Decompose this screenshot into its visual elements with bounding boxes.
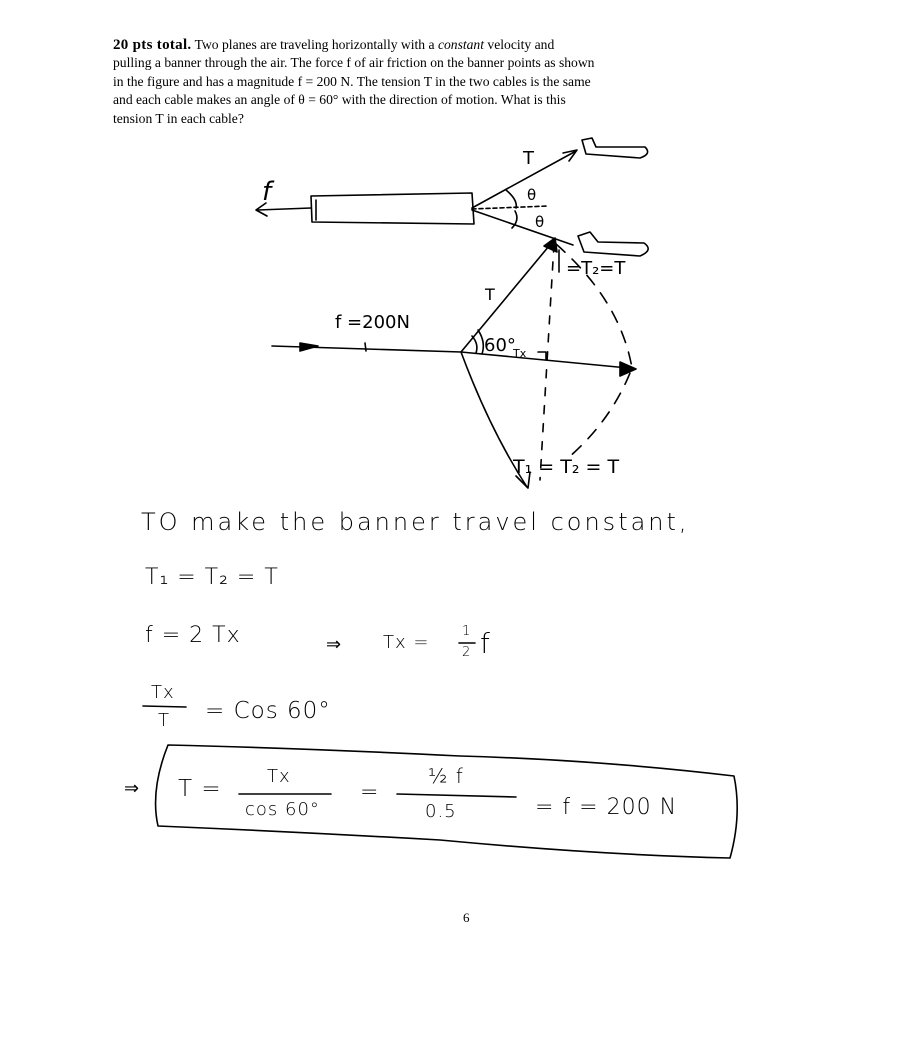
label-tension-vector: T bbox=[485, 285, 495, 304]
fraction-bar-boxed-2 bbox=[397, 794, 516, 797]
label-angle-60: 60° bbox=[484, 335, 516, 356]
label-tension-T: T bbox=[523, 148, 534, 169]
solution-line-2: T₁ = T₂ = T bbox=[145, 565, 279, 590]
fraction-bar-tx-over-t bbox=[143, 706, 186, 707]
problem-line-5: tension T in each cable? bbox=[113, 110, 244, 126]
problem-emphasis: constant bbox=[437, 37, 485, 52]
half-denominator: 2 bbox=[462, 645, 472, 660]
half-f: f bbox=[480, 627, 491, 660]
vertical-dashed bbox=[540, 244, 554, 480]
cos60-equation: = Cos 60° bbox=[205, 698, 331, 724]
friction-vector-tick bbox=[365, 343, 366, 351]
angle-arc-top bbox=[506, 190, 516, 208]
banner-diagram bbox=[256, 138, 648, 256]
boxed-equals: = bbox=[360, 780, 380, 805]
page-number: 6 bbox=[463, 910, 470, 925]
solution-line-1: TO make the banner travel constant, bbox=[141, 508, 690, 536]
solution-line-3b: Tx = bbox=[383, 632, 430, 653]
problem-line-3: in the figure and has a magnitude f = 200 N. The tension T in the two cables is the same bbox=[113, 73, 591, 89]
label-friction-value: f =200N bbox=[335, 312, 410, 333]
solution-line-3a: f = 2 Tx bbox=[145, 623, 241, 648]
t-denominator: T bbox=[158, 710, 170, 731]
boxed-arrow: ⇒ bbox=[124, 778, 141, 799]
boxed-cos60-denominator: cos 60° bbox=[245, 799, 320, 820]
problem-line-1-text: Two planes are traveling horizontally with a bbox=[194, 37, 435, 52]
boxed-result: = f = 200 N bbox=[535, 795, 678, 820]
boxed-tx-numerator: Tx bbox=[267, 766, 291, 787]
problem-heading: 20 pts total. bbox=[113, 37, 192, 53]
plane-top-icon bbox=[582, 138, 648, 158]
problem-line-1-end: velocity and bbox=[487, 37, 555, 52]
banner-rect bbox=[311, 193, 474, 224]
motion-guide bbox=[472, 206, 548, 209]
label-Tx: Tx bbox=[513, 347, 527, 360]
boxed-half-f: ½ f bbox=[428, 764, 464, 788]
boxed-0.5: 0.5 bbox=[425, 801, 457, 822]
label-bottom-equation: T₁ = T₂ = T bbox=[513, 456, 620, 478]
label-theta-bottom: θ bbox=[535, 213, 545, 231]
label-friction-f: f bbox=[262, 177, 272, 207]
plane-bottom-icon bbox=[578, 232, 648, 256]
angle-arc-60 bbox=[478, 330, 483, 354]
label-top-equation: =T₂=T bbox=[566, 258, 626, 279]
friction-arrow-line bbox=[258, 208, 311, 210]
problem-line-4: and each cable makes an angle of θ = 60° with the direction of motion. What is this bbox=[113, 92, 566, 108]
problem-line-2: pulling a banner through the air. The force f of air friction on the banner points as shown bbox=[113, 55, 595, 71]
friction-vector-head bbox=[300, 343, 318, 351]
label-theta-top: θ bbox=[527, 186, 537, 204]
boxed-T-equals: T = bbox=[178, 776, 222, 802]
solution-implies-arrow: ⇒ bbox=[326, 634, 343, 655]
resultant-head bbox=[620, 362, 636, 376]
cable-bottom bbox=[472, 210, 573, 245]
half-numerator: 1 bbox=[462, 624, 472, 639]
tx-numerator: Tx bbox=[151, 682, 175, 703]
cable-top-arrow bbox=[563, 150, 577, 161]
